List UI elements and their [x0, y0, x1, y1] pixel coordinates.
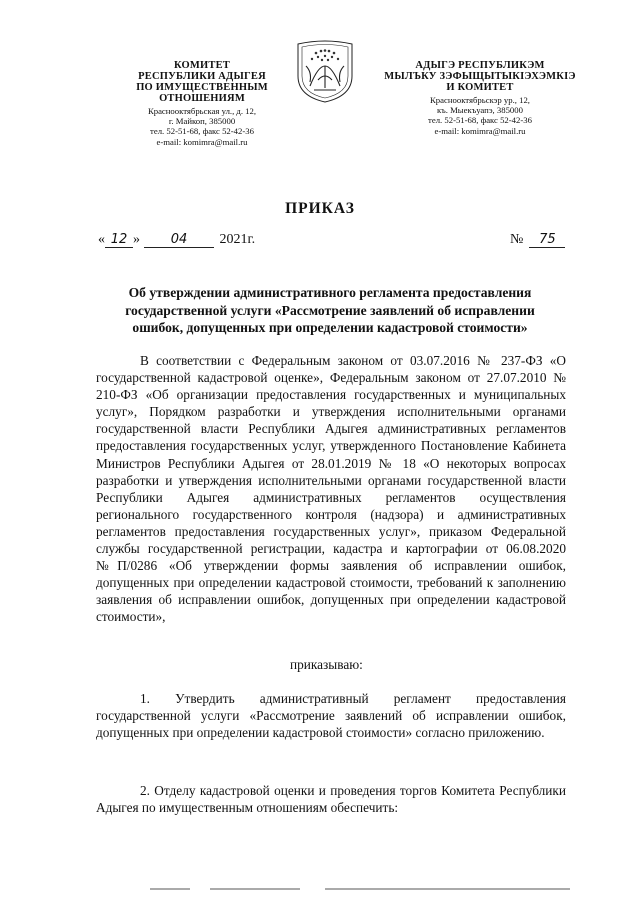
org-name-adyghe-line-3: И КОМИТЕТ: [446, 82, 514, 93]
document-title: ПРИКАЗ: [285, 200, 355, 217]
scan-edge-lines: [150, 886, 570, 892]
phone-line: тел. 52-51-68, факс 52-42-36: [428, 115, 532, 126]
phone-line: тел. 52-51-68, факс 52-42-36: [150, 126, 254, 137]
order-item-1: 1. Утвердить административный регламент предоставления государственной услуги «Рассмотрение заявлений об исправлении ошибок, допущенных при определении кадастровой стоимости» согласно приложению.: [96, 691, 566, 741]
contact-block-adyghe: [370, 95, 590, 136]
number-handwritten: 75: [529, 233, 565, 248]
address-line: Краснооктябрьская ул., д. 12,: [147, 106, 257, 116]
org-name-adyghe-line-1: АДЫГЭ РЕСПУБЛИКЭМ: [415, 60, 545, 71]
document-subject: Об утверждении административного регламента предоставления государственной услуги «Рассмотрение заявлений об исправлении ошибок, допущенных при определении кадастровой стоимости»: [125, 285, 535, 335]
header-left-block: [92, 60, 312, 147]
date-close-quote: »: [133, 232, 140, 247]
date-open-quote: «: [98, 232, 105, 247]
email-line: e-mail: komimra@mail.ru: [156, 136, 248, 147]
email-line: e-mail: komimra@mail.ru: [434, 125, 526, 136]
preamble-paragraph: В соответствии с Федеральным законом от 03.07.2016 № 237-ФЗ «О государственной кадастровой оценке», Федеральным законом от 27.07.2010 № 210-ФЗ «Об организации предоставления государственных и муниципальных услуг», Порядком разработки и утверждения исполнительными органами государственной власти Республики Адыгея административных регламентов предоставления государственных услуг, утвержденного Постановление Кабинета Министров Республики Адыгея от 28.01.2019 № 18 «О некоторых вопросах разработки и утверждения исполнительными органами государственной власти Республики Адыгея административных регламентов осуществления регионального государственного контроля (надзора) и административных регламентов предоставления государственных услуг», приказом Федеральной службы государственной регистрации, кадастра и картографии от 06.08.2020 №П/0286 «Об утверждении формы заявления об исправлении ошибок, допущенных при определении кадастровой стоимости, требований к заполнению заявления об исправлении ошибок, допущенных при определении кадастровой стоимости»,: [96, 353, 566, 625]
number-label: №: [510, 232, 524, 247]
order-word: приказываю:: [290, 657, 363, 672]
org-name-line-2: РЕСПУБЛИКИ АДЫГЕЯ: [138, 71, 266, 82]
org-name-adyghe-line-2: МЫЛЪКУ ЗЭФЫЩЫТЫКІЭХЭМКІЭ: [384, 71, 576, 82]
order-number: [510, 232, 565, 248]
coat-of-arms-icon: [292, 36, 358, 106]
date-day-handwritten: 12: [105, 233, 133, 248]
org-name-line-1: КОМИТЕТ: [173, 60, 230, 71]
order-item-2: 2. Отделу кадастровой оценки и проведения торгов Комитета Республики Адыгея по имущественным отношениям обеспечить:: [96, 783, 566, 816]
city-line: г. Майкоп, 385000: [168, 116, 236, 127]
org-name-line-3: ПО ИМУЩЕСТВЕННЫМ ОТНОШЕНИЯМ: [136, 82, 268, 104]
contact-block: [92, 106, 312, 147]
header-right-block: [370, 60, 590, 136]
city-line: къ. Мыекъуапэ, 385000: [437, 105, 523, 116]
address-line: Краснооктябрьскэр ур., 12,: [430, 95, 530, 105]
order-date: [98, 232, 255, 248]
date-year: 2021г.: [219, 232, 256, 247]
date-month-handwritten: 04: [144, 233, 214, 248]
